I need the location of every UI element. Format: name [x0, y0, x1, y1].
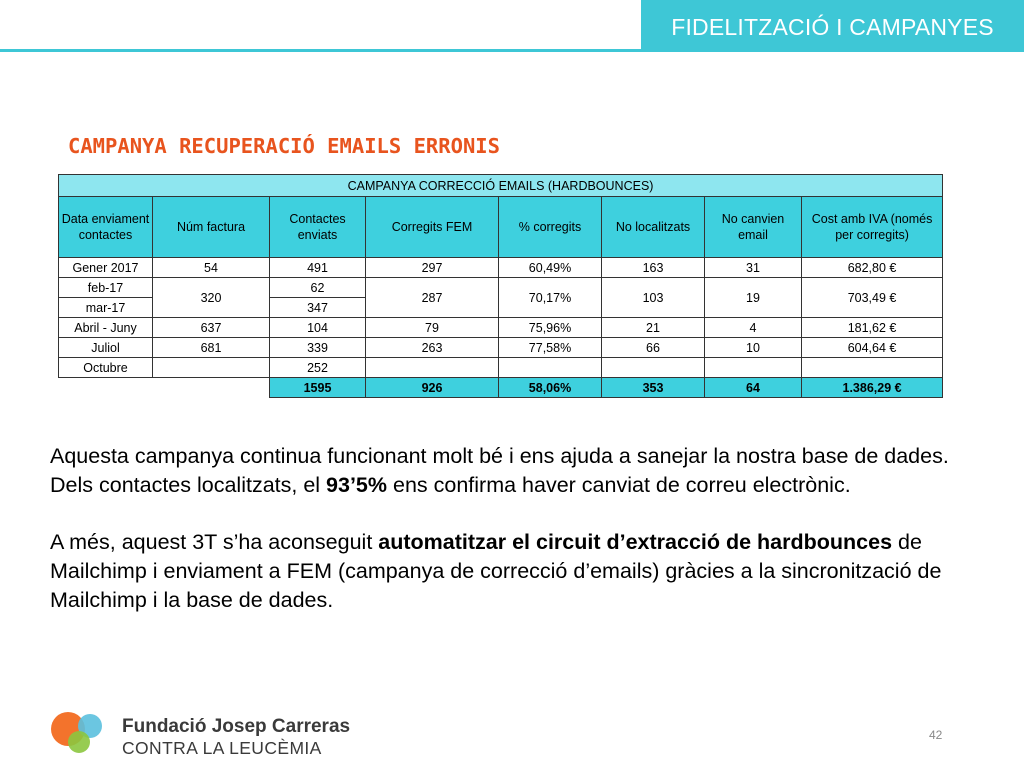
- paragraph-2: [50, 528, 950, 615]
- column-header: No canvien email: [705, 197, 802, 258]
- cell-sent: 62: [270, 278, 366, 298]
- table-row: [59, 278, 943, 298]
- cell-no-change: 19: [705, 278, 802, 318]
- foundation-tagline: CONTRA LA LEUCÈMIA: [122, 738, 322, 758]
- cell-invoice: 637: [153, 318, 270, 338]
- slide-title: CAMPANYA RECUPERACIÓ EMAILS ERRONIS: [68, 134, 500, 158]
- cell-not-found: [602, 358, 705, 378]
- cell-sent: 491: [270, 258, 366, 278]
- total-percent: 58,06%: [499, 378, 602, 398]
- foundation-name: Fundació Josep Carreras: [122, 716, 351, 737]
- table-caption: CAMPANYA CORRECCIÓ EMAILS (HARDBOUNCES): [59, 175, 943, 197]
- table-row: [59, 338, 943, 358]
- campaign-table: [58, 174, 943, 398]
- cell-percent: [499, 358, 602, 378]
- total-sent: 1595: [270, 378, 366, 398]
- column-header: Cost amb IVA (només per corregits): [802, 197, 943, 258]
- totals-row: [59, 378, 943, 398]
- cell-percent: 77,58%: [499, 338, 602, 358]
- cell-not-found: 163: [602, 258, 705, 278]
- cell-cost: 703,49 €: [802, 278, 943, 318]
- cell-corrected: [366, 358, 499, 378]
- p2-highlight: automatitzar el circuit d’extracció de hardbounces: [378, 530, 893, 554]
- cell-invoice: 320: [153, 278, 270, 318]
- p1-highlight: 93’5%: [326, 473, 388, 497]
- table-row: [59, 258, 943, 278]
- p1-text: Aquesta campanya continua funcionant molt bé i ens ajuda a sanejar la nostra base de dades. Dels contactes localitzats, el: [50, 444, 949, 497]
- cell-date: Juliol: [59, 338, 153, 358]
- cell-corrected: 79: [366, 318, 499, 338]
- p2-text-end: de Mailchimp i enviament a FEM (campanya de correcció d’emails) gràcies a la sincronització de Mailchimp i la base de dades.: [50, 530, 942, 612]
- cell-no-change: [705, 358, 802, 378]
- column-header: Corregits FEM: [366, 197, 499, 258]
- cell-sent: 104: [270, 318, 366, 338]
- cell-percent: 60,49%: [499, 258, 602, 278]
- blank-cell: [59, 378, 153, 398]
- column-header: Data enviament contactes: [59, 197, 153, 258]
- cell-invoice: [153, 358, 270, 378]
- cell-sent: 339: [270, 338, 366, 358]
- cell-cost: [802, 358, 943, 378]
- cell-corrected: 263: [366, 338, 499, 358]
- cell-date: feb-17: [59, 278, 153, 298]
- total-corrected: 926: [366, 378, 499, 398]
- cell-cost: 604,64 €: [802, 338, 943, 358]
- paragraph-1: [50, 442, 950, 500]
- cell-date: Octubre: [59, 358, 153, 378]
- p1-text-end: ens confirma haver canviat de correu electrònic.: [387, 473, 851, 497]
- cell-cost: 682,80 €: [802, 258, 943, 278]
- cell-date: mar-17: [59, 298, 153, 318]
- cell-no-change: 31: [705, 258, 802, 278]
- table-row: [59, 358, 943, 378]
- total-no-change: 64: [705, 378, 802, 398]
- cell-not-found: 103: [602, 278, 705, 318]
- total-cost: 1.386,29 €: [802, 378, 943, 398]
- cell-date: Abril - Juny: [59, 318, 153, 338]
- cell-no-change: 4: [705, 318, 802, 338]
- column-header: Núm factura: [153, 197, 270, 258]
- blank-cell: [153, 378, 270, 398]
- body-text: [50, 442, 950, 643]
- cell-cost: 181,62 €: [802, 318, 943, 338]
- foundation-logo-icon: [46, 708, 108, 754]
- table-row: [59, 318, 943, 338]
- column-header: No localitzats: [602, 197, 705, 258]
- section-label: FIDELITZACIÓ I CAMPANYES: [641, 0, 1024, 52]
- cell-invoice: 54: [153, 258, 270, 278]
- cell-corrected: 287: [366, 278, 499, 318]
- cell-date: Gener 2017: [59, 258, 153, 278]
- p2-text: A més, aquest 3T s’ha aconseguit: [50, 530, 379, 554]
- cell-no-change: 10: [705, 338, 802, 358]
- cell-not-found: 66: [602, 338, 705, 358]
- column-header: Contactes enviats: [270, 197, 366, 258]
- cell-corrected: 297: [366, 258, 499, 278]
- cell-sent: 347: [270, 298, 366, 318]
- cell-not-found: 21: [602, 318, 705, 338]
- cell-sent: 252: [270, 358, 366, 378]
- cell-invoice: 681: [153, 338, 270, 358]
- page-number: 42: [929, 728, 943, 742]
- total-not-found: 353: [602, 378, 705, 398]
- table-header-row: [59, 197, 943, 258]
- column-header: % corregits: [499, 197, 602, 258]
- table-caption-row: [59, 175, 943, 197]
- cell-percent: 70,17%: [499, 278, 602, 318]
- cell-percent: 75,96%: [499, 318, 602, 338]
